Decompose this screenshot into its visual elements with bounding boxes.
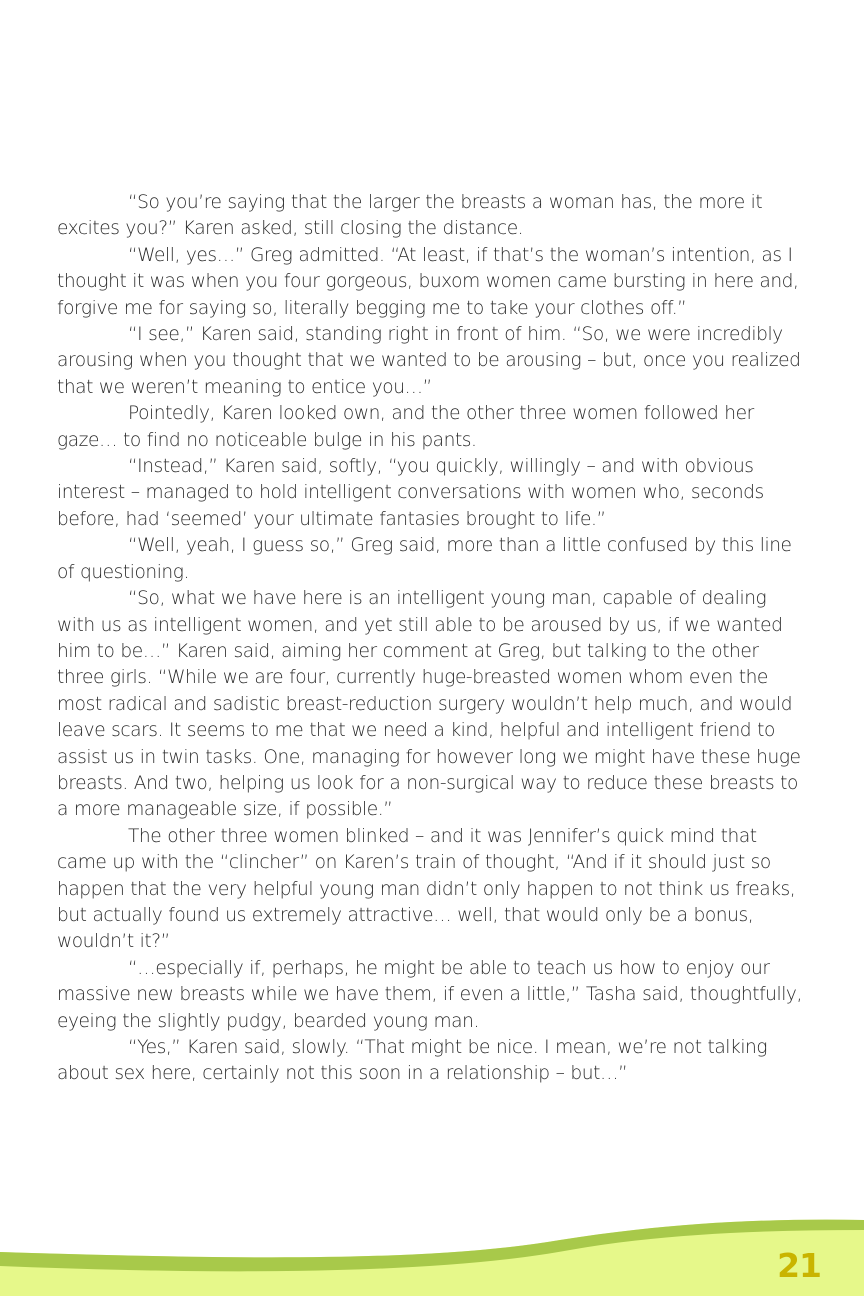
paragraph: “Well, yeah, I guess so,” Greg said, more than a little confused by this line of questioning. — [57, 535, 792, 583]
paragraph: “Instead,” Karen said, softly, “you quickly, willingly – and with obvious interest – managed to hold intelligent conversations with women who, seconds before, had ‘seemed’ your ultimate fantasies brought to life.” — [57, 456, 764, 530]
paragraph: The other three women blinked – and it was Jennifer’s quick mind that came up with the “clincher” on Karen’s train of thought, “And if it should just so happen that the very helpful young man didn’t only happen to not think us freaks, but actually found us extremely attractive… well, that would only be a bonus, wouldn’t it?” — [57, 825, 796, 953]
paragraph: “So, what we have here is an intelligent young man, capable of dealing with us as intelligent women, and yet still able to be aroused by us, if we wanted him to be…” Karen said, aiming her comment at Greg, but talking to the other three girls. “While we are four, currently huge-breasted women whom even the most radical and sadistic breast-reduction surgery wouldn’t help much, and would leave scars. It seems to me that we need a kind, helpful and intelligent friend to assist us in twin tasks. One, managing for however long we might have these huge breasts. And two, helping us look for a non-surgical way to reduce these breasts to a more manageable size, if possible.” — [57, 588, 801, 821]
paragraph: “Well, yes…” Greg admitted. “At least, if that’s the woman’s intention, as I thought it was when you four gorgeous, buxom women came bursting in here and, forgive me for saying so, literally begging me to take your clothes off.” — [57, 244, 799, 319]
footer-wave-decoration — [0, 1200, 864, 1296]
page-number: 21 — [777, 1246, 821, 1285]
paragraph: “…especially if, perhaps, he might be able to teach us how to enjoy our massive new breasts while we have them, if even a little,” Tasha said, thoughtfully, eyeing the slightly pudgy, bearded young man. — [57, 957, 802, 1032]
body-text — [57, 190, 809, 1088]
paragraph: Pointedly, Karen looked own, and the other three women followed her gaze… to find no noticeable bulge in his pants. — [57, 403, 754, 451]
paragraph: “So you’re saying that the larger the breasts a woman has, the more it excites you?” Karen asked, still closing the distance. — [57, 192, 763, 240]
paragraph: “I see,” Karen said, standing right in front of him. “So, we were incredibly arousing when you thought that we wanted to be arousing – but, once you realized that we weren’t meaning to entice you…” — [57, 324, 801, 398]
paragraph: “Yes,” Karen said, slowly. “That might be nice. I mean, we’re not talking about sex here, certainly not this soon in a relationship – but…” — [57, 1037, 768, 1085]
